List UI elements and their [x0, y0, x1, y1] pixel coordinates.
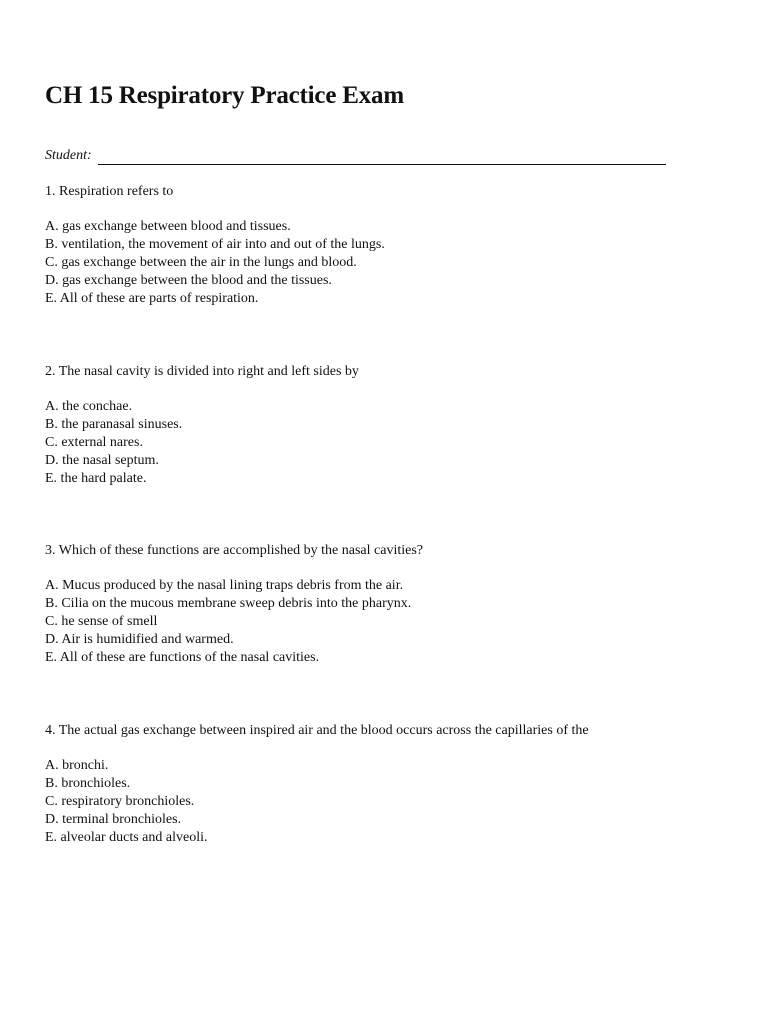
- answer-option-c: C. respiratory bronchioles.: [45, 794, 195, 809]
- question-4: [45, 722, 745, 847]
- exam-page: [45, 0, 745, 1024]
- question-text: 3. Which of these functions are accomplished by the nasal cavities?: [45, 543, 423, 558]
- answer-option-e: E. the hard palate.: [45, 471, 147, 486]
- answer-option-b: B. bronchioles.: [45, 776, 131, 791]
- answer-options: [45, 757, 745, 847]
- answer-options: [45, 398, 745, 488]
- answer-options: [45, 577, 745, 667]
- answer-option-b: B. Cilia on the mucous membrane sweep debris into the pharynx.: [45, 596, 412, 611]
- answer-option-e: E. alveolar ducts and alveoli.: [45, 830, 208, 845]
- answer-option-a: A. gas exchange between blood and tissues.: [45, 219, 291, 234]
- question-2: [45, 363, 745, 488]
- answer-option-b: B. ventilation, the movement of air into and out of the lungs.: [45, 237, 385, 252]
- answer-option-d: D. the nasal septum.: [45, 453, 159, 468]
- answer-option-d: D. Air is humidified and warmed.: [45, 632, 234, 647]
- question-text: 1. Respiration refers to: [45, 184, 174, 199]
- answer-option-e: E. All of these are functions of the nasal cavities.: [45, 650, 320, 665]
- answer-option-c: C. gas exchange between the air in the lungs and blood.: [45, 255, 357, 270]
- answer-option-a: A. the conchae.: [45, 399, 133, 414]
- answer-option-a: A. Mucus produced by the nasal lining traps debris from the air.: [45, 578, 404, 593]
- answer-option-c: C. external nares.: [45, 435, 143, 450]
- question-text: 4. The actual gas exchange between inspired air and the blood occurs across the capillaries of the: [45, 723, 589, 738]
- answer-option-d: D. terminal bronchioles.: [45, 812, 182, 827]
- answer-options: [45, 218, 745, 308]
- page-title: CH 15 Respiratory Practice Exam: [45, 82, 404, 109]
- answer-option-b: B. the paranasal sinuses.: [45, 417, 183, 432]
- answer-option-a: A. bronchi.: [45, 758, 109, 773]
- answer-option-e: E. All of these are parts of respiration.: [45, 291, 259, 306]
- question-text: 2. The nasal cavity is divided into right and left sides by: [45, 364, 359, 379]
- student-name-field[interactable]: [98, 150, 666, 165]
- answer-option-d: D. gas exchange between the blood and the tissues.: [45, 273, 332, 288]
- answer-option-c: C. he sense of smell: [45, 614, 158, 629]
- student-label: Student:: [45, 148, 92, 163]
- question-1: [45, 183, 745, 308]
- student-name-row: [45, 145, 666, 165]
- question-3: [45, 542, 745, 667]
